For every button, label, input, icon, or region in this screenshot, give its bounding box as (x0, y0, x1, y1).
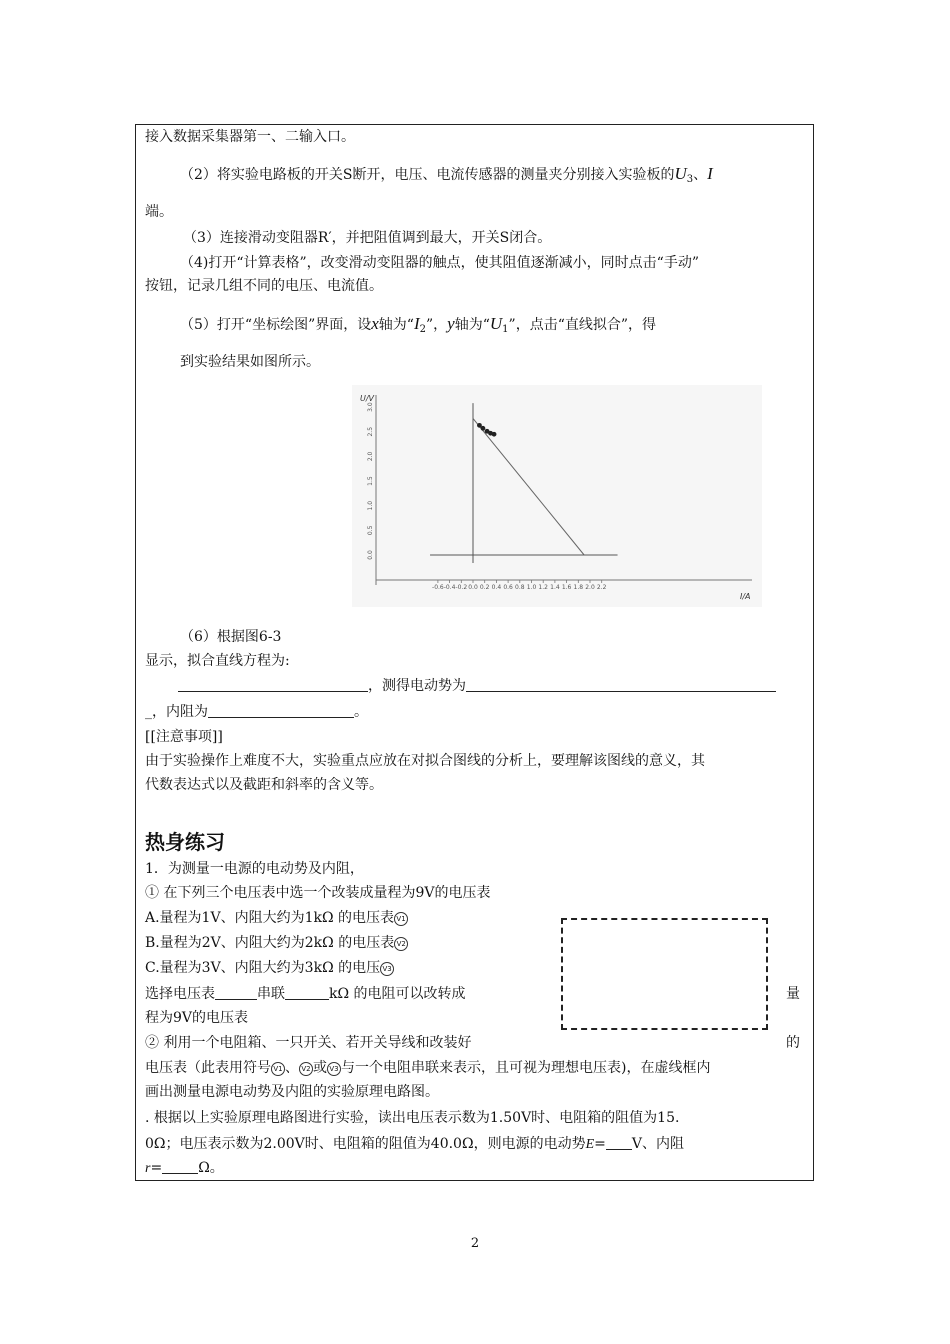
x-tick-label: 1.0 (526, 584, 537, 591)
x-tick-label: 0.8 (515, 584, 525, 591)
text-line-6c: ，测得电动势为 (178, 676, 776, 696)
x-tick-label: 0.4 (491, 584, 502, 591)
circuit-diagram-box[interactable] (561, 918, 768, 1030)
y-tick-label: 2.5 (367, 426, 374, 437)
emf-answer-blank (606, 1135, 632, 1150)
exercise-q2-line2: 电压表（此表用符号 V1 、 V2 或 V3 与一个电阻串联来表示，且可视为理想电压表)，在虚线框内 (145, 1060, 711, 1076)
select-line-right: 量 (786, 986, 800, 1002)
u-i-chart (352, 385, 762, 607)
x-tick-label: 1.2 (538, 584, 548, 591)
text-line-6a: （6）根据图6-3 (180, 629, 282, 645)
y-tick-label: 0.0 (367, 550, 374, 560)
resistance-blank (208, 703, 354, 718)
data-point (492, 432, 497, 437)
voltmeter-v1-icon: V1 (271, 1062, 285, 1076)
voltmeter-choice-blank (215, 985, 257, 1000)
y-tick-label: 1.5 (367, 476, 374, 486)
resistor-value-blank (285, 985, 329, 1000)
x-tick-label: 1.6 (561, 584, 572, 591)
select-line-2: 程为9V的电压表 (145, 1010, 249, 1026)
notes-line-1: 由于实验操作上难度不大，实验重点应放在对拟合图线的分析上，要理解该图线的意义，其 (145, 753, 705, 769)
chart-background (352, 385, 762, 607)
x-tick-label: 0.0 (468, 584, 478, 591)
section-title: 热身练习 (145, 830, 225, 854)
exercise-q3-line1: . 根据以上实验原理电路图进行实验，读出电压表示数为1.50V时、电阻箱的阻值为15. (145, 1110, 680, 1126)
exercise-q2-line3: 画出测量电源电动势及内阻的实验原理电路图。 (145, 1084, 439, 1100)
x-tick-label: -0.4 (443, 584, 456, 591)
option-c: C.量程为3V、内阻大约为3kΩ 的电压 V3 (145, 958, 394, 978)
voltmeter-v3-icon: V3 (380, 962, 394, 976)
voltmeter-v2-icon: V2 (394, 937, 408, 951)
text-line-3: （3）连接滑动变阻器R′，并把阻值调到最大，开关S闭合。 (183, 230, 552, 246)
page-number: 2 (470, 1236, 480, 1251)
x-tick-label: 1.8 (573, 584, 584, 591)
x-tick-label: 0.6 (503, 584, 513, 591)
x-tick-label: 0.2 (479, 584, 490, 591)
text-line-6d: _，内阻为 。 (145, 704, 368, 720)
option-a: A.量程为1V、内阻大约为1kΩ 的电压表 V1 (145, 908, 408, 928)
exercise-q2: ② 利用一个电阻箱、一只开关、若开关导线和改装好 (145, 1035, 472, 1051)
y-tick-label: 0.5 (367, 525, 374, 536)
exercise-q2-right: 的 (786, 1035, 800, 1051)
exercise-q3-line2: 0Ω；电压表示数为2.00V时、电阻箱的阻值为40.0Ω，则电源的电动势E= V、内阻 (145, 1136, 684, 1152)
notes-heading: [[注意事项]] (145, 729, 223, 745)
data-point (481, 426, 486, 431)
x-tick-label: 1.4 (550, 584, 560, 591)
x-tick-label: 2.0 (585, 584, 595, 591)
internal-resistance-blank (162, 1159, 198, 1174)
y-axis-label: U/V (360, 394, 375, 403)
voltmeter-v1-icon: V1 (394, 912, 408, 926)
text-line-4a: （4)打开“计算表格”，改变滑动变阻器的触点，使其阻值逐渐减小，同时点击“手动” (180, 255, 699, 271)
y-tick-label: 1.0 (367, 500, 374, 511)
x-tick-label: -0.2 (455, 584, 468, 591)
text-line-5: （5）打开“坐标绘图”界面，设x轴为“$I_2$”，y轴为“$U_1$”，点击“直线拟合”，得 (180, 314, 657, 335)
text-line-6b: 显示，拟合直线方程为: (145, 653, 290, 669)
voltmeter-v3-icon: V3 (327, 1062, 341, 1076)
emf-blank (466, 677, 776, 692)
exercise-q1: 1．为测量一电源的电动势及内阻， (145, 861, 364, 877)
notes-line-2: 代数表达式以及截距和斜率的含义等。 (145, 777, 383, 793)
y-tick-label: 2.0 (367, 451, 374, 462)
exercise-q3-line3: r= Ω。 (145, 1160, 224, 1176)
text-line-1: 接入数据采集器第一、二输入口。 (145, 129, 355, 145)
equation-blank (178, 677, 368, 692)
x-tick-label: 2.2 (596, 584, 607, 591)
y-tick-label: 3.0 (367, 402, 374, 412)
x-axis-label: I/A (740, 592, 751, 601)
text-line-4b: 按钮，记录几组不同的电压、电流值。 (145, 278, 383, 294)
select-line: 选择电压表 串联 kΩ 的电阻可以改转成 (145, 986, 466, 1002)
text-line-2: （2）将实验电路板的开关S断开，电压、电流传感器的测量夹分别接入实验板的$U_3$、I (180, 164, 713, 185)
exercise-q1-part1: ① 在下列三个电压表中选一个改装成量程为9V的电压表 (145, 885, 491, 901)
x-tick-label: -0.6 (432, 584, 444, 591)
text-line-5b: 到实验结果如图所示。 (180, 354, 320, 370)
text-line-2b: 端。 (145, 204, 173, 220)
voltmeter-v2-icon: V2 (299, 1062, 313, 1076)
option-b: B.量程为2V、内阻大约为2kΩ 的电压表 V2 (145, 933, 408, 953)
